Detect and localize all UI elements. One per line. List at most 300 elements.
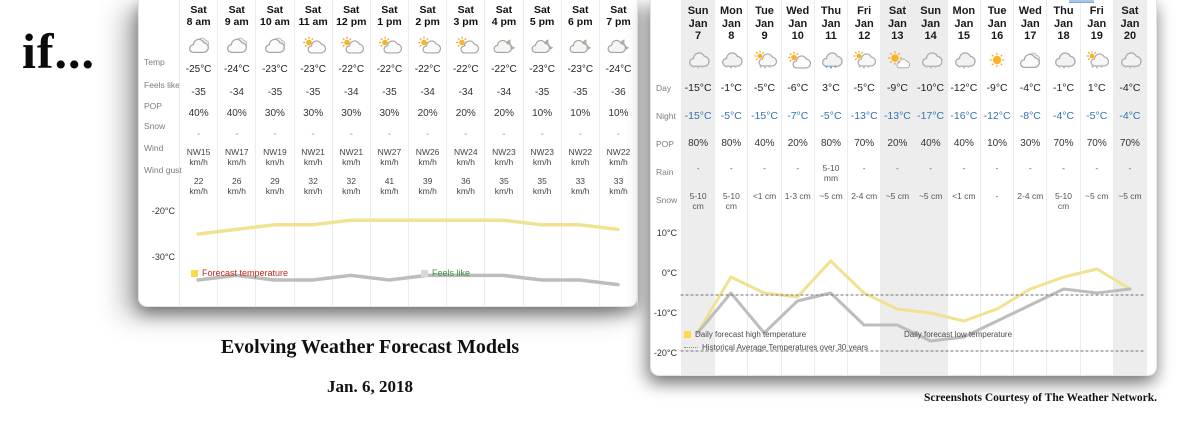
hourly-col-header <box>371 0 408 32</box>
hourly-icon-cell <box>524 32 561 58</box>
hourly-time-label: 3 pm <box>453 16 479 28</box>
hourly-day-label: Sat <box>457 4 474 16</box>
daily-row-label-night: Night <box>656 111 676 121</box>
hourly-feelslike-value: -34 <box>420 87 435 98</box>
daily-snow-value: 2-4 cm <box>851 191 878 201</box>
hourly-wind-value: NW19 km/h <box>263 147 287 167</box>
daily-nighttemp-value: -15°C <box>751 110 779 122</box>
daily-pop-value: 70% <box>1119 138 1140 149</box>
daily-snow-value: 5-10 cm <box>689 191 707 211</box>
daily-date-label: 9 <box>761 30 768 42</box>
daily-nighttemp-value: -4°C <box>1119 110 1141 122</box>
hourly-time-label: 5 pm <box>529 16 555 28</box>
daily-col-header <box>682 0 714 46</box>
hourly-feelslike-value: -35 <box>305 87 321 98</box>
hourly-column-7pm <box>600 0 638 306</box>
hourly-row-label-wind-gust: Wind gust <box>144 165 182 175</box>
hourly-time-label: 2 pm <box>415 16 440 28</box>
hourly-snow-value: - <box>540 129 544 140</box>
daily-date-label: 17 <box>1024 30 1037 42</box>
hourly-snow-value: - <box>464 129 468 140</box>
hourly-feelslike-value: -34 <box>229 87 244 98</box>
hourly-pop-value: 20% <box>417 108 438 119</box>
daily-icon-cell <box>1114 46 1146 74</box>
hourly-pop-value: 10% <box>608 108 629 119</box>
credit-line: Screenshots Courtesy of The Weather Network. <box>924 392 1157 404</box>
daily-legend-low <box>904 330 1012 339</box>
daily-day-label: Sun <box>687 5 709 17</box>
hourly-columns <box>179 0 638 306</box>
snow-icon <box>918 51 944 69</box>
daily-snow-value: <1 cm <box>952 191 976 201</box>
hourly-snow-value: - <box>616 129 621 140</box>
hourly-col-header <box>295 0 332 32</box>
moon-cloud-icon <box>491 36 517 54</box>
hourly-legend-feels-like <box>421 268 470 278</box>
daily-column-jan12 <box>848 0 881 375</box>
hourly-snow-value: - <box>387 129 392 140</box>
daily-col-header <box>948 0 980 46</box>
hourly-row-label-snow: Snow <box>144 121 166 131</box>
daily-daytemp-value: -4°C <box>1019 82 1041 94</box>
hourly-icon-cell <box>371 32 408 58</box>
snow-icon <box>1051 51 1077 69</box>
daily-rain-value: - <box>929 163 933 173</box>
hourly-snow-value: - <box>349 129 353 140</box>
daily-col-header <box>748 0 780 46</box>
daily-daytemp-value: -4°C <box>1119 82 1141 94</box>
daily-date-label: 12 <box>858 30 871 42</box>
daily-nighttemp-value: -4°C <box>1052 110 1075 122</box>
moon-cloud-icon <box>529 36 555 54</box>
hourly-feelslike-value: -35 <box>382 87 397 98</box>
daily-day-label: Sat <box>1121 5 1139 17</box>
hourly-windgust-value: 26 km/h <box>227 176 246 196</box>
hourly-feelslike-value: -35 <box>191 87 206 98</box>
daily-nighttemp-value: -13°C <box>883 110 911 122</box>
daily-column-jan17 <box>1014 0 1047 375</box>
hourly-row-label-feels-like: Feels like <box>144 80 180 90</box>
hourly-feelslike-value: -34 <box>344 87 359 98</box>
daily-legend-historical <box>684 343 868 352</box>
daily-rain-value: - <box>862 163 866 173</box>
daily-rain-value: - <box>763 163 766 173</box>
daily-date-label: 11 <box>825 30 837 42</box>
cloudy-icon <box>262 36 288 54</box>
hourly-pop-value: 30% <box>303 108 324 119</box>
dotted-line-swatch-icon <box>684 347 698 348</box>
hourly-time-label: 8 am <box>186 16 211 28</box>
daily-day-label: Wed <box>1018 5 1042 17</box>
daily-day-label: Tue <box>987 5 1007 17</box>
daily-rain-value: - <box>962 163 966 173</box>
hourly-col-header <box>256 0 293 32</box>
daily-col-header <box>1014 0 1046 46</box>
daily-rain-value: - <box>1062 163 1065 173</box>
hourly-row-label-wind: Wind <box>144 143 164 153</box>
hourly-snow-value: - <box>425 129 430 140</box>
hourly-wind-value: NW23 km/h <box>530 147 554 167</box>
sunny-icon <box>984 51 1010 69</box>
daily-nighttemp-value: -7°C <box>787 110 809 122</box>
daily-day-label: Sun <box>920 5 942 17</box>
hourly-time-label: 9 am <box>224 16 249 28</box>
hourly-column-2pm <box>409 0 447 306</box>
legend-label-low: Daily forecast low temperature <box>904 330 1013 339</box>
daily-icon-cell <box>981 46 1013 74</box>
hourly-col-header <box>562 0 599 32</box>
hourly-windgust-value: 33 km/h <box>571 176 590 196</box>
daily-snow-value: ~5 cm <box>819 191 843 201</box>
sun-cloud-icon <box>453 36 479 54</box>
daily-rain-value: - <box>995 163 999 173</box>
hourly-time-label: 4 pm <box>491 16 517 28</box>
hourly-col-header <box>447 0 484 32</box>
hourly-icon-cell <box>447 32 484 58</box>
sun-snow-icon <box>1084 51 1110 69</box>
daily-nighttemp-value: -15°C <box>684 110 712 122</box>
hourly-windgust-value: 33 km/h <box>609 176 628 196</box>
daily-month-label: Jan <box>1120 17 1140 30</box>
rain-snow-icon <box>818 51 844 69</box>
hourly-ytick--20°C: -20°C <box>151 206 175 216</box>
daily-date-label: 10 <box>791 30 804 42</box>
hourly-column-3pm <box>447 0 485 306</box>
daily-date-label: 20 <box>1123 30 1137 42</box>
hourly-feelslike-value: -35 <box>267 87 283 98</box>
hourly-pop-value: 20% <box>455 108 476 119</box>
daily-col-header <box>715 0 747 46</box>
daily-nighttemp-value: -16°C <box>950 110 978 122</box>
daily-ytick-10°C: 10°C <box>656 228 677 238</box>
hourly-column-4pm <box>485 0 523 306</box>
hourly-day-label: Sat <box>304 4 322 16</box>
daily-col-header <box>815 0 847 46</box>
daily-icon-cell <box>782 46 814 74</box>
daily-day-label: Mon <box>952 5 976 17</box>
daily-col-header <box>1047 0 1079 46</box>
gray-swatch-icon <box>421 270 428 277</box>
daily-day-label: Sat <box>888 5 906 17</box>
daily-col-header <box>1081 0 1113 46</box>
daily-column-jan8 <box>715 0 748 375</box>
daily-daytemp-value: 1°C <box>1087 82 1106 94</box>
hourly-wind-value: NW21 km/h <box>339 147 364 167</box>
hourly-windgust-value: 32 km/h <box>303 176 323 196</box>
daily-month-label: Jan <box>721 17 741 30</box>
slide-title: Evolving Weather Forecast Models <box>220 336 520 358</box>
sun-cloud-icon <box>415 36 441 54</box>
hourly-col-header <box>485 0 522 32</box>
daily-col-header <box>915 0 947 46</box>
daily-month-label: Jan <box>1020 17 1040 30</box>
daily-column-jan11 <box>815 0 848 375</box>
daily-col-header <box>848 0 880 46</box>
hourly-icon-cell <box>180 32 217 58</box>
daily-month-label: Jan <box>887 17 907 30</box>
legend-label-historical: Historical Average Temperatures over 30 years <box>702 343 869 352</box>
hourly-col-header <box>524 0 561 32</box>
daily-month-label: Jan <box>688 17 708 30</box>
daily-ytick--10°C: -10°C <box>653 308 677 318</box>
daily-daytemp-value: -5°C <box>853 82 875 94</box>
hourly-col-header <box>218 0 255 32</box>
hourly-day-label: Sat <box>419 4 436 16</box>
hourly-snow-value: - <box>502 129 506 140</box>
daily-ytick--20°C: -20°C <box>653 348 677 358</box>
hourly-temp-value: -22°C <box>338 64 365 75</box>
daily-rain-value: - <box>1028 163 1032 173</box>
legend-label-high: Daily forecast high temperature <box>695 330 807 339</box>
daily-day-label: Tue <box>755 5 774 17</box>
hourly-temp-value: -24°C <box>223 64 250 75</box>
daily-column-jan9 <box>748 0 781 375</box>
cloudy-icon <box>1017 51 1043 69</box>
daily-column-jan13 <box>881 0 914 375</box>
daily-column-jan7 <box>682 0 715 375</box>
hourly-row-label-temp: Temp <box>144 57 165 67</box>
daily-date-label: 7 <box>695 30 702 42</box>
daily-day-label: Wed <box>786 5 810 17</box>
daily-column-jan20 <box>1114 0 1147 375</box>
hourly-temp-value: -22°C <box>491 64 517 75</box>
daily-month-label: Jan <box>854 17 874 30</box>
hourly-wind-value: NW26 km/h <box>415 147 440 167</box>
daily-legend-high <box>684 330 806 339</box>
daily-rain-value: - <box>896 163 899 173</box>
hourly-pop-value: 30% <box>264 108 285 119</box>
hourly-icon-cell <box>295 32 332 58</box>
daily-columns <box>681 0 1147 375</box>
daily-column-jan16 <box>981 0 1014 375</box>
daily-day-label: Mon <box>720 5 743 17</box>
daily-icon-cell <box>915 46 947 74</box>
hourly-ytick--30°C: -30°C <box>151 252 175 262</box>
snow-icon <box>718 51 744 69</box>
daily-month-label: Jan <box>788 17 808 30</box>
daily-row-label-snow: Snow <box>656 195 678 205</box>
daily-icon-cell <box>1047 46 1079 74</box>
daily-nighttemp-value: -12°C <box>983 110 1011 122</box>
daily-snow-value: <1 cm <box>752 191 777 201</box>
sun-cloud-icon <box>376 36 402 54</box>
daily-row-label-rain: Rain <box>656 167 674 177</box>
hourly-wind-value: NW15 km/h <box>186 147 211 167</box>
daily-nighttemp-value: -5°C <box>720 110 742 122</box>
daily-icon-cell <box>815 46 847 74</box>
hourly-icon-cell <box>409 32 446 58</box>
hourly-icon-cell <box>256 32 293 58</box>
hourly-column-5pm <box>524 0 562 306</box>
daily-rain-value: - <box>729 163 733 173</box>
moon-cloud-icon <box>605 36 631 54</box>
hourly-wind-value: NW22 km/h <box>606 147 631 167</box>
hourly-snow-value: - <box>311 129 315 140</box>
hourly-col-header <box>409 0 446 32</box>
hourly-pop-value: 30% <box>341 108 362 119</box>
hourly-temp-value: -23°C <box>300 64 326 75</box>
hourly-day-label: Sat <box>610 4 627 16</box>
hourly-windgust-value: 39 km/h <box>418 176 437 196</box>
daily-rain-value: - <box>1128 163 1132 173</box>
daily-day-label: Thu <box>1053 5 1074 17</box>
daily-rain-value: 5-10 mm <box>822 163 840 183</box>
daily-ytick-0°C: 0°C <box>661 268 677 278</box>
daily-icon-cell <box>1081 46 1113 74</box>
sun-cloud-icon <box>785 51 811 69</box>
hourly-wind-value: NW27 km/h <box>377 147 402 167</box>
hourly-snow-value: - <box>578 129 582 140</box>
daily-icon-cell <box>748 46 780 74</box>
daily-snow-value: 5-10 cm <box>1055 191 1073 211</box>
sun-snow-icon <box>752 51 778 69</box>
hourly-windgust-value: 29 km/h <box>265 176 285 196</box>
daily-snow-value: 5-10 cm <box>722 191 740 211</box>
daily-daytemp-value: -9°C <box>986 82 1008 94</box>
daily-icon-cell <box>881 46 913 74</box>
hourly-pop-value: 20% <box>493 108 514 119</box>
daily-daytemp-value: -12°C <box>950 82 978 94</box>
daily-pop-value: 30% <box>1020 138 1041 149</box>
daily-rain-value: - <box>696 163 700 173</box>
daily-column-jan14 <box>915 0 948 375</box>
daily-month-label: Jan <box>755 17 775 30</box>
hourly-temp-value: -24°C <box>605 64 632 75</box>
hourly-pop-value: 40% <box>188 108 209 119</box>
hourly-time-label: 12 pm <box>336 16 367 28</box>
sun-snow-icon <box>851 51 877 69</box>
hourly-feelslike-value: -35 <box>534 87 550 98</box>
daily-month-label: Jan <box>954 17 974 30</box>
hourly-time-label: 10 am <box>260 16 290 28</box>
hourly-wind-value: NW17 km/h <box>224 147 249 167</box>
snow-icon <box>1117 51 1143 69</box>
hourly-day-label: Sat <box>228 4 245 16</box>
daily-nighttemp-value: -5°C <box>820 110 842 122</box>
daily-icon-cell <box>848 46 880 74</box>
hourly-pop-value: 30% <box>379 108 400 119</box>
hourly-windgust-value: 22 km/h <box>189 176 208 196</box>
hourly-col-header <box>333 0 370 32</box>
daily-daytemp-value: -10°C <box>917 82 945 94</box>
daily-pop-value: 20% <box>787 138 808 149</box>
hourly-windgust-value: 32 km/h <box>342 176 361 196</box>
daily-column-jan10 <box>782 0 815 375</box>
hourly-day-label: Sat <box>572 4 589 16</box>
daily-column-jan19 <box>1081 0 1114 375</box>
cloudy-icon <box>224 36 250 54</box>
cloudy-icon <box>186 36 212 54</box>
daily-day-label: Thu <box>820 5 842 17</box>
sun-cloud-icon <box>338 36 364 54</box>
hourly-windgust-value: 41 km/h <box>380 176 399 196</box>
daily-date-label: 19 <box>1090 30 1103 42</box>
daily-snow-value: 1-3 cm <box>784 191 811 201</box>
daily-date-label: 14 <box>924 30 937 42</box>
daily-date-label: 15 <box>957 30 970 42</box>
daily-row-label-pop: POP <box>656 139 674 149</box>
hourly-time-label: 7 pm <box>606 16 631 28</box>
daily-daytemp-value: -1°C <box>1052 82 1075 94</box>
legend-label-forecast-temperature: Forecast temperature <box>202 268 289 278</box>
daily-daytemp-value: -5°C <box>753 82 776 94</box>
daily-icon-cell <box>715 46 747 74</box>
hourly-snow-value: - <box>196 129 201 140</box>
daily-snow-value: - <box>995 191 999 201</box>
daily-pop-value: 80% <box>721 138 742 149</box>
daily-snow-value: ~5 cm <box>885 191 910 201</box>
daily-pop-value: 70% <box>1053 138 1074 149</box>
hourly-forecast-panel <box>138 0 638 307</box>
hourly-time-label: 6 pm <box>568 16 593 28</box>
daily-col-header <box>981 0 1013 46</box>
hourly-day-label: Sat <box>266 4 284 16</box>
hourly-feelslike-value: -36 <box>611 87 626 98</box>
hourly-time-label: 11 am <box>298 16 328 28</box>
yellow-swatch-icon <box>191 270 198 277</box>
hourly-wind-value: NW24 km/h <box>453 147 478 167</box>
daily-month-label: Jan <box>1054 17 1073 30</box>
cropped-ui-fragment <box>1069 0 1094 3</box>
daily-nighttemp-value: -13°C <box>850 110 878 122</box>
legend-label-feels-like: Feels like <box>432 268 471 278</box>
hourly-icon-cell <box>333 32 370 58</box>
hourly-day-label: Sat <box>533 4 551 16</box>
daily-snow-value: ~5 cm <box>1085 191 1109 201</box>
daily-col-header <box>881 0 913 46</box>
daily-icon-cell <box>682 46 714 74</box>
hourly-wind-value: NW22 km/h <box>568 147 593 167</box>
daily-daytemp-value: -1°C <box>720 82 742 94</box>
hourly-snow-value: - <box>235 129 239 140</box>
moon-cloud-icon <box>567 36 593 54</box>
hourly-feelslike-value: -35 <box>573 87 588 98</box>
hourly-temp-value: -23°C <box>262 64 288 75</box>
yellow-swatch-icon <box>684 331 691 338</box>
hourly-day-label: Sat <box>381 4 398 16</box>
daily-icon-cell <box>1014 46 1046 74</box>
hourly-temp-value: -22°C <box>414 64 441 75</box>
daily-pop-value: 80% <box>820 138 841 149</box>
hourly-temp-value: -22°C <box>376 64 403 75</box>
hourly-col-header <box>600 0 637 32</box>
hourly-pop-value: 40% <box>226 108 247 119</box>
hourly-column-1pm <box>371 0 409 306</box>
daily-col-header <box>1114 0 1146 46</box>
hourly-icon-cell <box>218 32 255 58</box>
hourly-col-header <box>180 0 217 32</box>
hourly-windgust-value: 35 km/h <box>532 176 552 196</box>
daily-month-label: Jan <box>921 17 941 30</box>
daily-date-label: 13 <box>891 30 904 42</box>
hourly-snow-value: - <box>273 129 277 140</box>
hourly-feelslike-value: -34 <box>496 87 512 98</box>
hourly-pop-value: 10% <box>532 108 553 119</box>
daily-day-label: Fri <box>1089 5 1104 17</box>
daily-month-label: Jan <box>821 17 841 30</box>
hourly-temp-value: -22°C <box>452 64 479 75</box>
if-caption: if... <box>22 23 96 79</box>
hourly-column-6pm <box>562 0 600 306</box>
daily-snow-value: ~5 cm <box>1118 191 1142 201</box>
hourly-legend-forecast-temperature <box>191 268 288 278</box>
daily-pop-value: 20% <box>887 138 908 149</box>
daily-month-label: Jan <box>1087 17 1107 30</box>
hourly-day-label: Sat <box>343 4 360 16</box>
daily-pop-value: 70% <box>1086 138 1107 149</box>
daily-pop-value: 40% <box>953 138 974 149</box>
hourly-pop-value: 10% <box>570 108 591 119</box>
